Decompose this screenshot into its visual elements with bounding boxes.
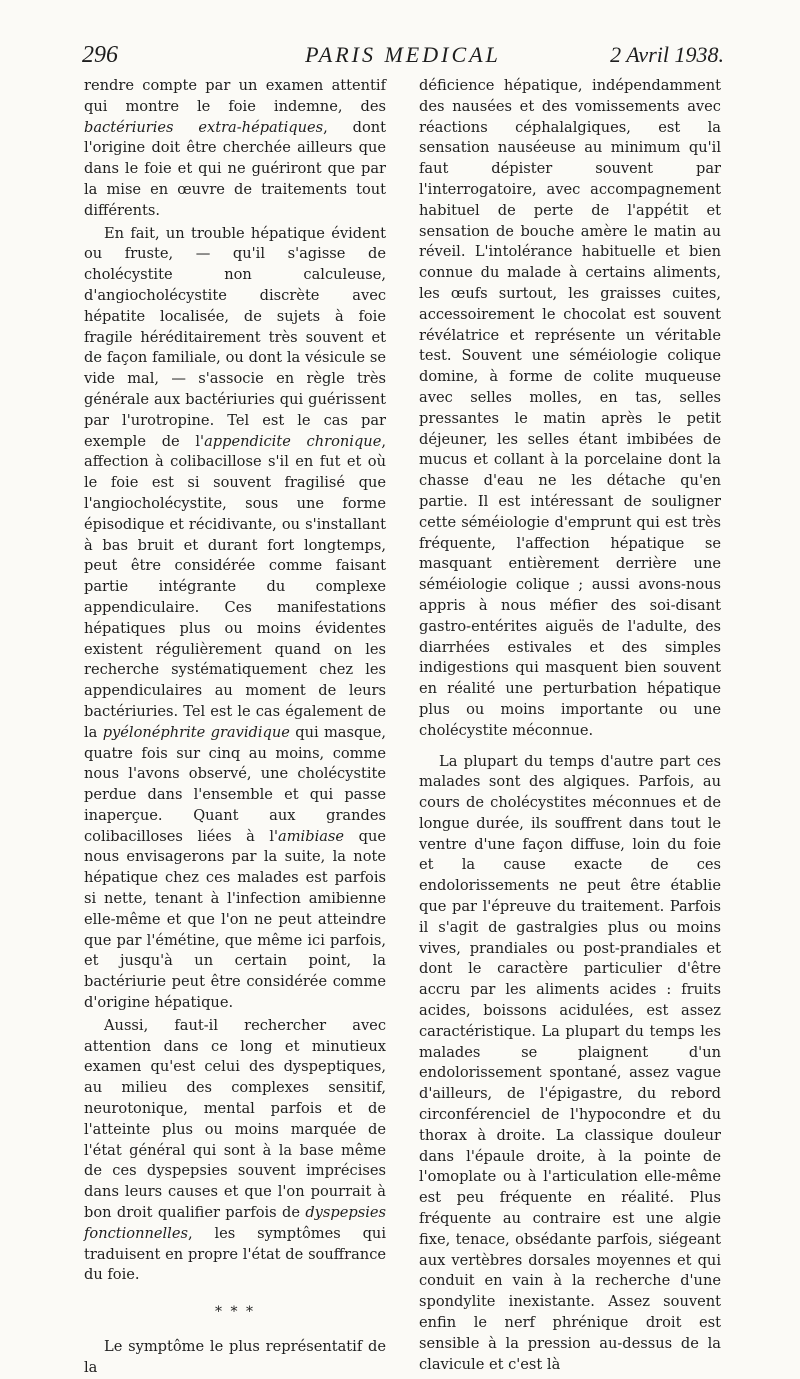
journal-title: PARIS MEDICAL xyxy=(305,42,501,67)
page-number: 296 xyxy=(82,42,118,68)
paragraph: La plupart du temps d'autre part ces malades sont des algiques. Parfois, au cours de cholécystites méconnues et de longue durée, ils souffrent dans tout le ventre d'une façon diffuse, loin du foie et la cause exacte de ces endolorissements ne peut être établie que par l'épreuve du traitement. Parfois il s'agit de gastralgies plus ou moins vives, prandiales ou post-prandiales et dont le caractère particulier d'être accru par les aliments acides : fruits acides, boissons acidulées, est assez caractéristique. La plupart du temps les malades se plaignent d'un endolorissement spontané, assez vague d'ailleurs, de l'épigastre, du rebord circonférenciel de l'hypocondre et du thorax à droite. La classique douleur dans l'épaule droite, à la pointe de l'omoplate ou à l'articulation elle-même est peu fréquente en réalité. Plus fréquente au contraire est une algie fixe, tenace, obsédante parfois, siégeant aux vertèbres dorsales moyennes et qui conduit en vain à la recherche d'une spondylite inexistante. Assez souvent enfin le nerf phrénique droit est sensible à la pression au-dessus de la clavicule et c'est là xyxy=(419,752,721,1373)
paragraph: déficience hépatique, indépendamment des nausées et des vomissements avec réactions céphalalgiques, est la sensation nauséeuse au minimum qu'il faut dépister souvent par l'interrogatoire, avec accompagnement habituel de perte de l'appétit et sensation de bouche amère le matin au réveil. L'intolérance habituelle et bien connue du malade à certains aliments, les œufs surtout, les graisses cuites, accessoirement le chocolat est souvent révélatrice et représente un véritable test. Souvent une séméiologie colique domine, à forme de colite muqueuse avec selles molles, en tas, selles pressantes le matin après le petit déjeuner, les selles étant imbibées de mucus et collant à la porcelaine dont la chasse d'eau ne les détache qu'en partie. Il est intéressant de souligner cette séméiologie d'emprunt qui est très fréquente, l'affection hépatique se masquant entièrement derrière une séméiologie colique ; aussi avons-nous appris à nous méfier des soi-disant gastro-entérites aiguës de l'adulte, des diarrhées estivales et des simples indigestions qui masquent bien souvent en réalité une perturbation hépatique plus ou moins importante ou une cholécystite méconnue. xyxy=(419,77,721,739)
section-separator: * * * xyxy=(215,1304,255,1321)
paragraph: Aussi, faut-il rechercher avec attention dans ce long et minutieux examen qu'est celui des dyspeptiques, au milieu des complexes sensitif, neurotonique, mental parfois et de l'atteinte plus ou moins marquée de l'état général qui sont à la base même de ces dyspepsies souvent imprécises dans leurs causes et que l'on pourrait à bon droit qualifier parfois de dyspepsies fonctionnelles, les symptômes qui traduisent en propre l'état de souffrance du foie. xyxy=(84,1016,386,1284)
paragraph: rendre compte par un examen attentif qui montre le foie indemne, des bactériuries extra-hépatiques, dont l'origine doit être cherchée ailleurs que dans le foie et qui ne guériront que par la mise en œuvre de traitements tout différents. xyxy=(84,77,386,219)
page-header xyxy=(82,42,724,72)
left-column xyxy=(84,76,386,1379)
right-column xyxy=(419,76,721,1375)
paragraph: Le symptôme le plus représentatif de la xyxy=(84,1338,386,1376)
issue-date: 2 Avril 1938. xyxy=(610,42,724,67)
paragraph: En fait, un trouble hépatique évident ou fruste, — qu'il s'agisse de cholécystite non calculeuse, d'angiocholécystite discrète avec hépatite localisée, de sujets à foie fragile héréditairement très souvent et de façon familiale, ou dont la vésicule se vide mal, — s'associe en règle très générale aux bactériuries qui guérissent par l'urotropine. Tel est le cas par exemple de l'appendicite chronique, affection à colibacillose s'il en fut et où le foie est si souvent fragilisé que l'angiocholécystite, sous une forme épisodique et récidivante, ou s'installant à bas bruit et durant fort longtemps, peut être considérée comme faisant partie intégrante du complexe appendiculaire. Ces manifestations hépatiques plus ou moins évidentes existent régulièrement quand on les recherche systématiquement chez les appendiculaires au moment de leurs bactériuries. Tel est le cas également de la pyélonéphrite gravidique qui masque, quatre fois sur cinq au moins, comme nous l'avons observé, une cholécystite perdue dans l'ensemble et qui passe inaperçue. Quant aux grandes colibacilloses liées à l'amibiase que nous envisagerons par la suite, la note hépatique chez ces malades est parfois si nette, tenant à l'infection amibienne elle-même et que l'on ne peut atteindre que par l'émétine, que même ici parfois, et jusqu'à un certain point, la bactériurie peut être considérée comme d'origine hépatique. xyxy=(84,224,386,1012)
